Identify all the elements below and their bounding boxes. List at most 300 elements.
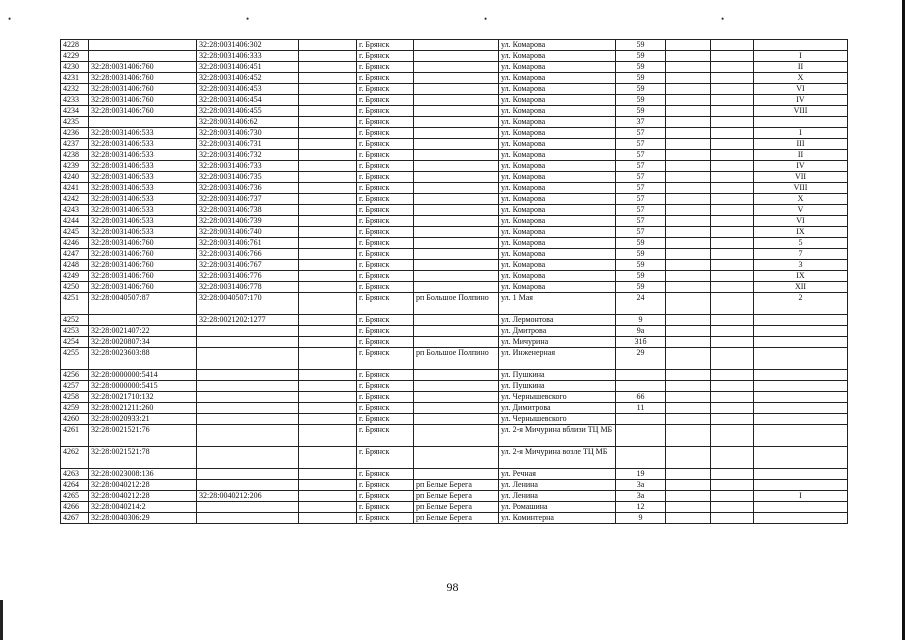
city: г. Брянск (357, 414, 414, 425)
cadastral-number-object: 32:28:0031406:452 (197, 73, 299, 84)
house-number: 57 (616, 205, 666, 216)
cadastral-number-object (197, 381, 299, 392)
premises-number: VII (754, 172, 848, 183)
premises-number (754, 425, 848, 447)
cadastral-number-object: 32:28:0031406:778 (197, 282, 299, 293)
row-number: 4239 (61, 161, 89, 172)
empty-column (711, 194, 754, 205)
row-number: 4260 (61, 414, 89, 425)
empty-column (666, 271, 711, 282)
empty-column (711, 480, 754, 491)
empty-column (711, 62, 754, 73)
cadastral-number-object: 32:28:0031406:739 (197, 216, 299, 227)
district (414, 447, 499, 469)
empty-column (299, 480, 357, 491)
premises-number (754, 326, 848, 337)
empty-column (711, 469, 754, 480)
empty-column (299, 491, 357, 502)
premises-number: I (754, 491, 848, 502)
district: рп Большое Полпино (414, 293, 499, 315)
street: ул. Комарова (499, 260, 616, 271)
premises-number: II (754, 62, 848, 73)
empty-column (666, 425, 711, 447)
empty-column (711, 370, 754, 381)
house-number: 24 (616, 293, 666, 315)
district: рп Белые Берега (414, 480, 499, 491)
cadastral-number-object: 32:28:0031406:333 (197, 51, 299, 62)
house-number: 12 (616, 502, 666, 513)
district (414, 238, 499, 249)
cadastral-number-object: 32:28:0031406:732 (197, 150, 299, 161)
empty-column (711, 491, 754, 502)
row-number: 4235 (61, 117, 89, 128)
house-number: 59 (616, 238, 666, 249)
premises-number (754, 502, 848, 513)
district (414, 62, 499, 73)
cadastral-number-parcel: 32:28:0031406:533 (89, 172, 197, 183)
district (414, 260, 499, 271)
premises-number: VI (754, 84, 848, 95)
table-row (61, 513, 848, 524)
city: г. Брянск (357, 469, 414, 480)
empty-column (666, 491, 711, 502)
table-row (61, 128, 848, 139)
cadastral-number-parcel: 32:28:0031406:533 (89, 194, 197, 205)
table-row (61, 370, 848, 381)
street: ул. Комарова (499, 73, 616, 84)
empty-column (299, 447, 357, 469)
row-number: 4248 (61, 260, 89, 271)
house-number: 59 (616, 40, 666, 51)
street: ул. Пушкина (499, 381, 616, 392)
empty-column (299, 271, 357, 282)
row-number: 4266 (61, 502, 89, 513)
cadastral-number-object (197, 480, 299, 491)
row-number: 4258 (61, 392, 89, 403)
district (414, 282, 499, 293)
premises-number (754, 403, 848, 414)
empty-column (711, 216, 754, 227)
empty-column (666, 128, 711, 139)
district (414, 205, 499, 216)
district (414, 216, 499, 227)
cadastral-number-parcel: 32:28:0031406:533 (89, 227, 197, 238)
house-number: 59 (616, 73, 666, 84)
empty-column (711, 315, 754, 326)
empty-column (666, 139, 711, 150)
empty-column (299, 84, 357, 95)
city: г. Брянск (357, 40, 414, 51)
row-number: 4267 (61, 513, 89, 524)
house-number: 3а (616, 491, 666, 502)
house-number: 3а (616, 480, 666, 491)
premises-number (754, 315, 848, 326)
empty-column (299, 348, 357, 370)
empty-column (666, 381, 711, 392)
premises-number: VIII (754, 106, 848, 117)
empty-column (666, 502, 711, 513)
city: г. Брянск (357, 348, 414, 370)
cadastral-number-object: 32:28:0031406:733 (197, 161, 299, 172)
empty-column (711, 205, 754, 216)
premises-number: 3 (754, 260, 848, 271)
city: г. Брянск (357, 238, 414, 249)
empty-column (666, 183, 711, 194)
city: г. Брянск (357, 480, 414, 491)
district (414, 315, 499, 326)
table-row (61, 337, 848, 348)
empty-column (299, 403, 357, 414)
empty-column (299, 326, 357, 337)
empty-column (299, 40, 357, 51)
scan-mark: • (246, 14, 250, 24)
empty-column (666, 95, 711, 106)
cadastral-number-object (197, 513, 299, 524)
empty-column (666, 194, 711, 205)
district (414, 370, 499, 381)
house-number: 9а (616, 326, 666, 337)
cadastral-number-parcel: 32:28:0020933:21 (89, 414, 197, 425)
empty-column (711, 502, 754, 513)
street: ул. Комарова (499, 106, 616, 117)
street: ул. Ленина (499, 480, 616, 491)
row-number: 4246 (61, 238, 89, 249)
registry-table (60, 39, 848, 524)
district (414, 150, 499, 161)
row-number: 4261 (61, 425, 89, 447)
street: ул. Речная (499, 469, 616, 480)
cadastral-number-object: 32:28:0031406:735 (197, 172, 299, 183)
city: г. Брянск (357, 95, 414, 106)
premises-number: II (754, 150, 848, 161)
cadastral-number-object: 32:28:0031406:738 (197, 205, 299, 216)
row-number: 4231 (61, 73, 89, 84)
cadastral-number-parcel: 32:28:0031406:533 (89, 205, 197, 216)
empty-column (299, 73, 357, 84)
row-number: 4229 (61, 51, 89, 62)
table-row (61, 502, 848, 513)
empty-column (299, 117, 357, 128)
house-number: 11 (616, 403, 666, 414)
empty-column (299, 370, 357, 381)
house-number (616, 414, 666, 425)
table-row (61, 315, 848, 326)
empty-column (299, 260, 357, 271)
street: ул. Дмитрова (499, 326, 616, 337)
district (414, 337, 499, 348)
row-number: 4249 (61, 271, 89, 282)
empty-column (666, 315, 711, 326)
cadastral-number-object: 32:28:0040507:170 (197, 293, 299, 315)
cadastral-number-object (197, 502, 299, 513)
city: г. Брянск (357, 194, 414, 205)
empty-column (299, 172, 357, 183)
street: ул. Инженерная (499, 348, 616, 370)
table-row (61, 381, 848, 392)
row-number: 4263 (61, 469, 89, 480)
table-row (61, 480, 848, 491)
empty-column (711, 282, 754, 293)
empty-column (711, 73, 754, 84)
district (414, 95, 499, 106)
street: ул. Комарова (499, 95, 616, 106)
empty-column (299, 183, 357, 194)
empty-column (299, 51, 357, 62)
house-number: 9 (616, 315, 666, 326)
premises-number (754, 414, 848, 425)
district (414, 381, 499, 392)
district: рп Белые Берега (414, 513, 499, 524)
empty-column (299, 139, 357, 150)
city: г. Брянск (357, 447, 414, 469)
cadastral-number-object: 32:28:0040212:206 (197, 491, 299, 502)
house-number: 57 (616, 139, 666, 150)
empty-column (711, 128, 754, 139)
premises-number: VI (754, 216, 848, 227)
house-number: 31б (616, 337, 666, 348)
district (414, 128, 499, 139)
empty-column (299, 282, 357, 293)
empty-column (666, 40, 711, 51)
row-number: 4252 (61, 315, 89, 326)
district (414, 40, 499, 51)
city: г. Брянск (357, 425, 414, 447)
registry-rows (61, 40, 848, 524)
empty-column (711, 183, 754, 194)
cadastral-number-parcel: 32:28:0031406:760 (89, 106, 197, 117)
empty-column (299, 161, 357, 172)
premises-number (754, 40, 848, 51)
cadastral-number-object: 32:28:0021202:1277 (197, 315, 299, 326)
row-number: 4250 (61, 282, 89, 293)
scan-edge-left (0, 600, 3, 640)
empty-column (711, 348, 754, 370)
cadastral-number-object (197, 326, 299, 337)
empty-column (299, 425, 357, 447)
empty-column (711, 337, 754, 348)
district (414, 392, 499, 403)
table-row (61, 491, 848, 502)
street: ул. 2-я Мичурина вблизи ТЦ МБ (499, 425, 616, 447)
row-number: 4232 (61, 84, 89, 95)
row-number: 4241 (61, 183, 89, 194)
cadastral-number-parcel: 32:28:0000000:5414 (89, 370, 197, 381)
house-number: 37 (616, 117, 666, 128)
premises-number (754, 337, 848, 348)
cadastral-number-object (197, 370, 299, 381)
district (414, 227, 499, 238)
city: г. Брянск (357, 139, 414, 150)
empty-column (299, 381, 357, 392)
empty-column (666, 392, 711, 403)
street: ул. Мичурина (499, 337, 616, 348)
cadastral-number-parcel: 32:28:0031406:533 (89, 139, 197, 150)
row-number: 4254 (61, 337, 89, 348)
empty-column (711, 172, 754, 183)
cadastral-number-object (197, 469, 299, 480)
cadastral-number-object (197, 447, 299, 469)
house-number: 57 (616, 183, 666, 194)
table-row (61, 172, 848, 183)
street: ул. Комарова (499, 249, 616, 260)
table-row (61, 348, 848, 370)
house-number: 66 (616, 392, 666, 403)
empty-column (711, 51, 754, 62)
cadastral-number-parcel: 32:28:0031406:760 (89, 238, 197, 249)
cadastral-number-parcel: 32:28:0031406:533 (89, 150, 197, 161)
premises-number: 5 (754, 238, 848, 249)
cadastral-number-parcel: 32:28:0040306:29 (89, 513, 197, 524)
cadastral-number-parcel: 32:28:0031406:533 (89, 161, 197, 172)
premises-number: 2 (754, 293, 848, 315)
empty-column (666, 469, 711, 480)
cadastral-number-parcel (89, 40, 197, 51)
table-row (61, 227, 848, 238)
table-row (61, 326, 848, 337)
empty-column (711, 249, 754, 260)
city: г. Брянск (357, 392, 414, 403)
table-row (61, 150, 848, 161)
row-number: 4247 (61, 249, 89, 260)
street: ул. Комарова (499, 117, 616, 128)
city: г. Брянск (357, 183, 414, 194)
street: ул. Пушкина (499, 370, 616, 381)
empty-column (666, 326, 711, 337)
cadastral-number-parcel: 32:28:0000000:5415 (89, 381, 197, 392)
cadastral-number-parcel: 32:28:0023008:136 (89, 469, 197, 480)
city: г. Брянск (357, 172, 414, 183)
empty-column (666, 403, 711, 414)
cadastral-number-parcel (89, 315, 197, 326)
premises-number (754, 392, 848, 403)
empty-column (299, 95, 357, 106)
empty-column (299, 249, 357, 260)
page-number: 98 (446, 580, 459, 594)
house-number (616, 381, 666, 392)
scan-mark: • (721, 14, 725, 24)
city: г. Брянск (357, 73, 414, 84)
street: ул. Комарова (499, 84, 616, 95)
city: г. Брянск (357, 271, 414, 282)
empty-column (711, 150, 754, 161)
cadastral-number-object: 32:28:0031406:453 (197, 84, 299, 95)
street: ул. 1 Мая (499, 293, 616, 315)
cadastral-number-parcel: 32:28:0023603:88 (89, 348, 197, 370)
cadastral-number-object: 32:28:0031406:731 (197, 139, 299, 150)
house-number: 59 (616, 260, 666, 271)
empty-column (299, 315, 357, 326)
cadastral-number-object: 32:28:0031406:736 (197, 183, 299, 194)
premises-number: IX (754, 227, 848, 238)
row-number: 4238 (61, 150, 89, 161)
city: г. Брянск (357, 491, 414, 502)
street: ул. Комарова (499, 282, 616, 293)
cadastral-number-object (197, 425, 299, 447)
table-row (61, 238, 848, 249)
cadastral-number-parcel: 32:28:0031406:760 (89, 260, 197, 271)
cadastral-number-parcel (89, 117, 197, 128)
city: г. Брянск (357, 62, 414, 73)
house-number: 57 (616, 128, 666, 139)
premises-number: X (754, 194, 848, 205)
empty-column (299, 293, 357, 315)
city: г. Брянск (357, 106, 414, 117)
cadastral-number-parcel: 32:28:0021407:22 (89, 326, 197, 337)
cadastral-number-object: 32:28:0031406:767 (197, 260, 299, 271)
empty-column (711, 447, 754, 469)
house-number: 19 (616, 469, 666, 480)
cadastral-number-parcel: 32:28:0021521:76 (89, 425, 197, 447)
row-number: 4256 (61, 370, 89, 381)
empty-column (711, 106, 754, 117)
empty-column (711, 293, 754, 315)
row-number: 4257 (61, 381, 89, 392)
empty-column (666, 480, 711, 491)
premises-number (754, 381, 848, 392)
empty-column (711, 227, 754, 238)
city: г. Брянск (357, 337, 414, 348)
cadastral-number-object: 32:28:0031406:730 (197, 128, 299, 139)
street: ул. Комарова (499, 62, 616, 73)
street: ул. Комарова (499, 161, 616, 172)
empty-column (711, 414, 754, 425)
cadastral-number-parcel: 32:28:0031406:533 (89, 128, 197, 139)
cadastral-number-object: 32:28:0031406:766 (197, 249, 299, 260)
empty-column (666, 161, 711, 172)
district (414, 403, 499, 414)
table-row (61, 293, 848, 315)
empty-column (299, 238, 357, 249)
premises-number (754, 117, 848, 128)
district (414, 161, 499, 172)
street: ул. Димитрова (499, 403, 616, 414)
empty-column (666, 117, 711, 128)
cadastral-number-parcel: 32:28:0031406:760 (89, 249, 197, 260)
cadastral-number-parcel: 32:28:0021211:260 (89, 403, 197, 414)
premises-number (754, 370, 848, 381)
premises-number (754, 447, 848, 469)
empty-column (666, 205, 711, 216)
empty-column (666, 414, 711, 425)
empty-column (711, 95, 754, 106)
table-row (61, 117, 848, 128)
district (414, 249, 499, 260)
empty-column (711, 392, 754, 403)
empty-column (711, 271, 754, 282)
cadastral-number-parcel: 32:28:0040212:28 (89, 480, 197, 491)
district (414, 469, 499, 480)
premises-number (754, 469, 848, 480)
empty-column (666, 370, 711, 381)
row-number: 4233 (61, 95, 89, 106)
city: г. Брянск (357, 381, 414, 392)
premises-number: VIII (754, 183, 848, 194)
empty-column (711, 326, 754, 337)
city: г. Брянск (357, 205, 414, 216)
empty-column (711, 161, 754, 172)
row-number: 4242 (61, 194, 89, 205)
street: ул. Комарова (499, 205, 616, 216)
cadastral-number-object (197, 392, 299, 403)
empty-column (711, 513, 754, 524)
house-number: 57 (616, 216, 666, 227)
table-row (61, 40, 848, 51)
table-row (61, 95, 848, 106)
house-number: 59 (616, 62, 666, 73)
empty-column (299, 337, 357, 348)
cadastral-number-parcel: 32:28:0040214:2 (89, 502, 197, 513)
empty-column (711, 40, 754, 51)
